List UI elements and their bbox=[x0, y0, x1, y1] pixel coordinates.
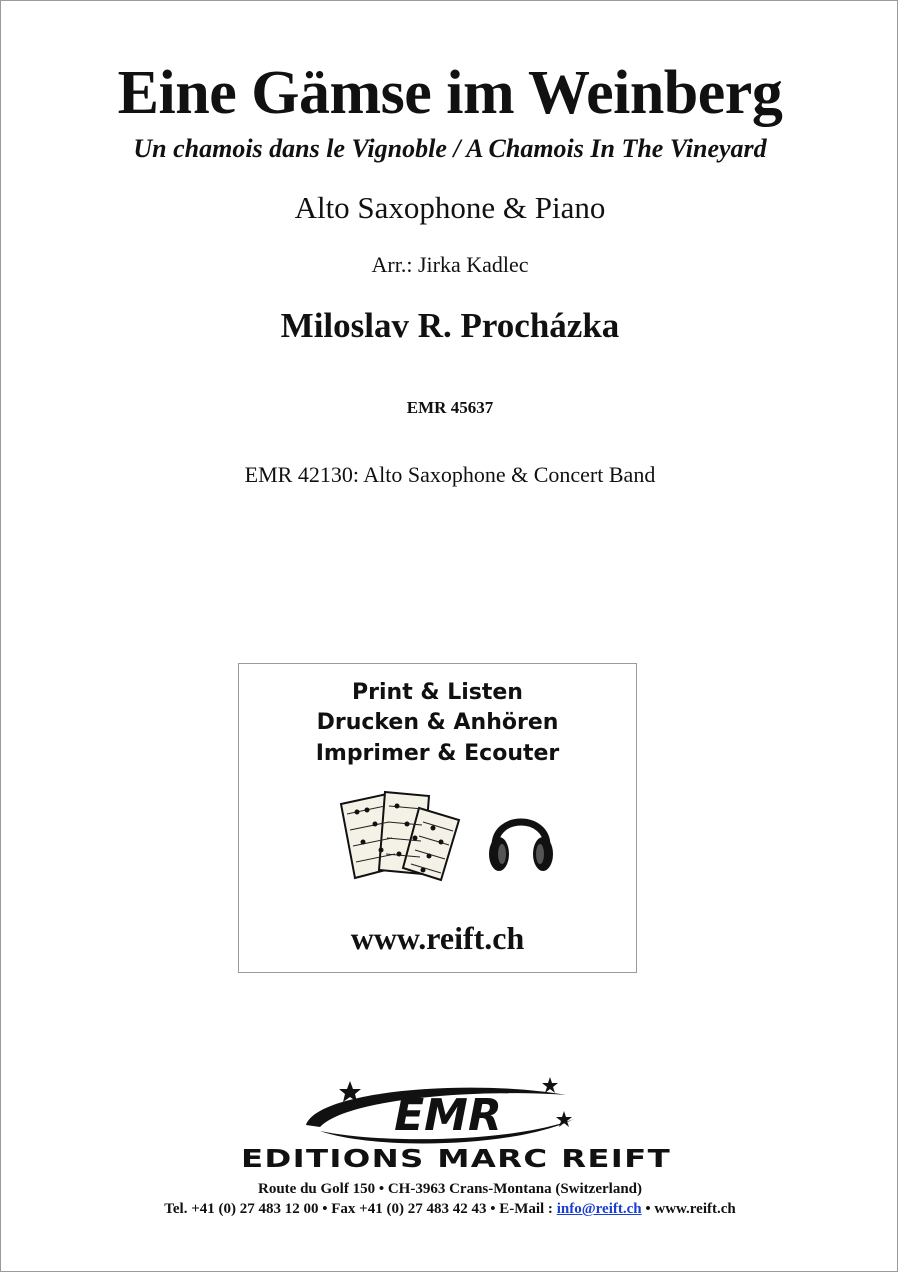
alternate-edition: EMR 42130: Alto Saxophone & Concert Band bbox=[244, 462, 656, 487]
contact-phone-fax: Tel. +41 (0) 27 483 12 00 • Fax +41 (0) 27 483 42 43 • E-Mail : bbox=[164, 1201, 557, 1217]
page-subtitle: Un chamois dans le Vignoble / A Chamois In The Vineyard bbox=[133, 134, 767, 163]
publisher-address: Route du Golf 150 • CH-3963 Crans-Montana (Switzerland) bbox=[258, 1181, 642, 1197]
composer-name: Miloslav R. Procházka bbox=[280, 306, 620, 345]
headphones-icon bbox=[485, 802, 557, 878]
promo-line-french: Imprimer & Ecouter bbox=[315, 741, 560, 766]
emr-logo bbox=[298, 1075, 588, 1147]
promo-line-english: Print & Listen bbox=[352, 680, 523, 705]
publisher-name bbox=[236, 1142, 676, 1172]
promo-line-german: Drucken & Anhören bbox=[316, 710, 559, 735]
promo-website: www.reift.ch bbox=[350, 920, 525, 956]
sheet-music-icon bbox=[337, 790, 467, 882]
page-title: Eine Gämse im Weinberg bbox=[117, 59, 783, 127]
contact-website: • www.reift.ch bbox=[641, 1201, 736, 1217]
publisher-contact bbox=[0, 1201, 900, 1218]
edition-code: EMR 45637 bbox=[406, 398, 494, 417]
instrumentation: Alto Saxophone & Piano bbox=[294, 190, 606, 225]
email-link[interactable]: info@reift.ch bbox=[556, 1201, 642, 1217]
print-listen-box bbox=[238, 663, 637, 973]
svg-text:EMR: EMR bbox=[394, 1090, 502, 1141]
arranger-credit: Arr.: Jirka Kadlec bbox=[371, 252, 529, 277]
svg-text:EDITIONS MARC REIFT: EDITIONS MARC REIFT bbox=[241, 1144, 671, 1172]
